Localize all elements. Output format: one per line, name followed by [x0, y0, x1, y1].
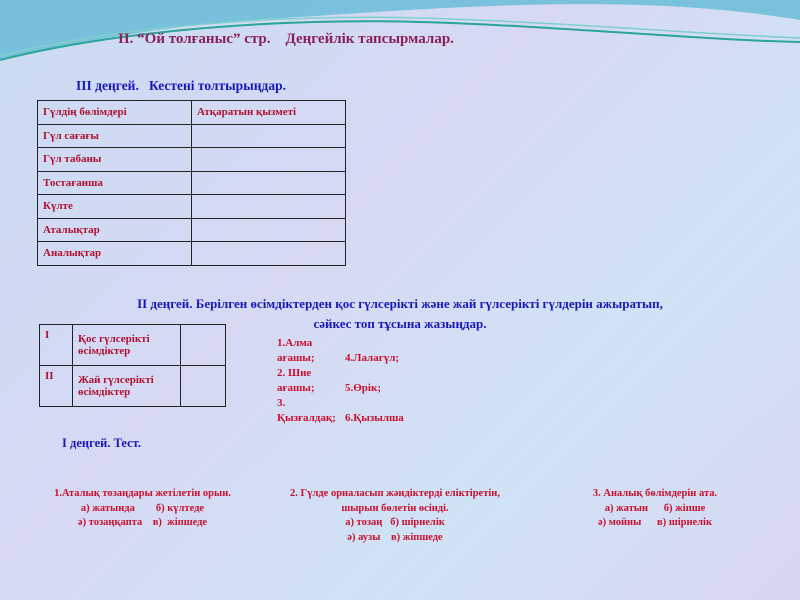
answer-options: ә) тозаңқапта в) жіпшеде: [77, 517, 208, 528]
plant: 2. Шие ағашы;: [277, 367, 315, 394]
table-row: [38, 124, 346, 148]
row-label: Гүл сағағы: [38, 124, 192, 148]
answer-cell[interactable]: [192, 242, 346, 266]
table-row: [38, 148, 346, 172]
row-label: Қос гүлсерікті өсімдіктер: [73, 325, 181, 366]
row-label: Жай гүлсерікті өсімдіктер: [73, 366, 181, 407]
row-label: Аталықтар: [38, 218, 192, 242]
question-text: 3. Аналық бөлімдерін ата.: [592, 488, 718, 499]
answer-options: а) жатында б) күлтеде: [80, 502, 205, 514]
answer-options: а) жатын б) жіпше: [604, 502, 706, 514]
question-text: шырын бөлетін өсінді.: [341, 502, 449, 514]
answer-cell[interactable]: [181, 325, 226, 366]
answer-cell[interactable]: [192, 171, 346, 195]
test-question-3: [555, 487, 755, 531]
heading-line: II деңгей. Берілген өсімдіктерден қос гүлсерікті және жай гүлсерікті гүлдерін ажыратып,: [137, 296, 663, 311]
question-text: 1.Аталық тозаңдары жетілетін орын.: [54, 488, 231, 499]
header-cell: Гүлдің бөлімдері: [38, 101, 192, 125]
flower-parts-table: [37, 100, 346, 266]
list-item: [277, 336, 413, 366]
answer-cell[interactable]: [192, 124, 346, 148]
list-item: [277, 396, 413, 426]
answer-options: а) тозаң б) шірнелік: [345, 517, 445, 528]
plant: 5.Өрік;: [345, 382, 381, 394]
table-row: [38, 195, 346, 219]
test-question-1: [30, 487, 255, 531]
question-text: 2. Гүлде орналасып жәндіктерді еліктіретін,: [290, 488, 500, 499]
answer-options: ә) аузы в) жіпшеде: [347, 531, 443, 543]
table-row: [38, 171, 346, 195]
row-label: Гүл табаны: [38, 148, 192, 172]
heading-line: сәйкес топ тұсына жазыңдар.: [313, 316, 487, 331]
answer-options: ә) мойны в) шірнелік: [597, 517, 713, 528]
level3-heading: III деңгей. Кестені толтырыңдар.: [76, 78, 286, 93]
row-number: II: [40, 366, 73, 407]
row-number: I: [40, 325, 73, 366]
plant: 3. Қызғалдақ;: [277, 397, 336, 424]
plant: 6.Қызылша: [345, 412, 404, 424]
row-label: Тостағанша: [38, 171, 192, 195]
header-cell: Атқаратын қызметі: [192, 101, 346, 125]
list-item: [277, 366, 413, 396]
table-row: [40, 325, 226, 366]
plant-list: [277, 336, 413, 426]
table-header-row: [38, 101, 346, 125]
plant: 1.Алма ағашы;: [277, 337, 315, 364]
test-question-2: [265, 487, 525, 545]
answer-cell[interactable]: [181, 366, 226, 407]
level1-heading: I деңгей. Тест.: [62, 436, 142, 450]
answer-cell[interactable]: [192, 148, 346, 172]
answer-cell[interactable]: [192, 218, 346, 242]
table-row: [38, 242, 346, 266]
answer-cell[interactable]: [192, 195, 346, 219]
table-row: [40, 366, 226, 407]
table-row: [38, 218, 346, 242]
row-label: Аналықтар: [38, 242, 192, 266]
slide-title: II. “Ой толғаныс” стр. Деңгейлік тапсырмалар.: [118, 31, 454, 47]
grouping-table: [39, 324, 226, 407]
row-label: Күлте: [38, 195, 192, 219]
plant: 4.Лалагүл;: [345, 352, 400, 364]
